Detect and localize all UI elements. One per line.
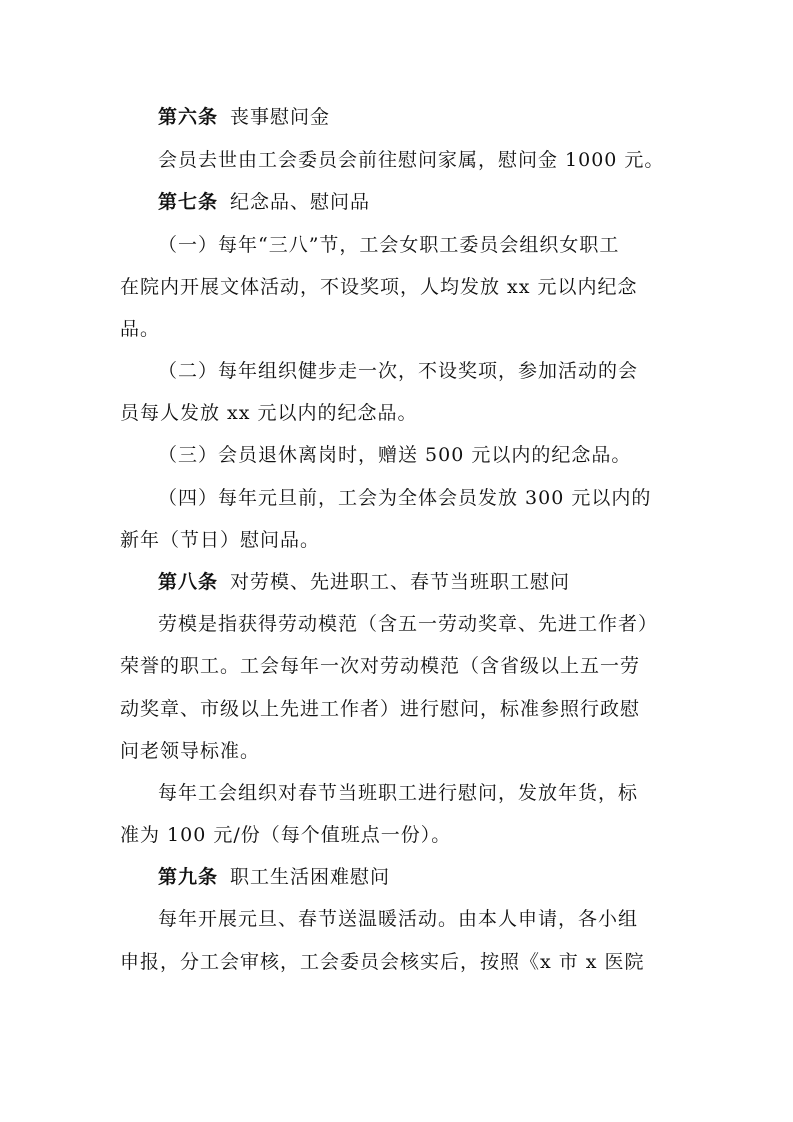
article-heading	[158, 569, 718, 595]
paragraph-line: 每年工会组织对春节当班职工进行慰问，发放年货，标	[158, 782, 639, 804]
article-title: 对劳模、先进职工、春节当班职工慰问	[230, 571, 571, 593]
paragraph-line: 每年开展元旦、春节送温暖活动。由本人申请，各小组	[158, 908, 639, 930]
paragraph-line: 品。	[120, 318, 161, 340]
paragraph-line: （二）每年组织健步走一次，不设奖项，参加活动的会	[158, 360, 639, 382]
paragraph-line: 劳模是指获得劳动模范（含五一劳动奖章、先进工作者）	[158, 613, 659, 635]
article-title: 丧事慰问金	[230, 106, 331, 128]
article-number: 第七条	[158, 191, 219, 213]
article-number: 第八条	[158, 571, 219, 593]
article-title: 职工生活困难慰问	[230, 866, 391, 888]
article-number: 第九条	[158, 866, 219, 888]
paragraph-line: 动奖章、市级以上先进工作者）进行慰问，标准参照行政慰	[120, 698, 641, 720]
paragraph-line: 申报，分工会审核，工会委员会核实后，按照《x 市 x 医院	[120, 951, 645, 973]
paragraph-line: 问老领导标准。	[120, 740, 261, 762]
article-heading	[158, 104, 718, 130]
paragraph-line: 荣誉的职工。工会每年一次对劳动模范（含省级以上五一劳	[120, 655, 641, 677]
article-number: 第六条	[158, 106, 219, 128]
paragraph-line: 会员去世由工会委员会前往慰问家属，慰问金 1000 元。	[158, 149, 665, 171]
paragraph-line: 员每人发放 xx 元以内的纪念品。	[120, 402, 418, 424]
paragraph-line: 在院内开展文体活动，不设奖项，人均发放 xx 元以内纪念	[120, 276, 638, 298]
paragraph-line: （一）每年“三八”节，工会女职工委员会组织女职工	[158, 234, 620, 256]
article-heading	[158, 189, 718, 215]
paragraph-line: （三）会员退休离岗时，赠送 500 元以内的纪念品。	[158, 444, 632, 466]
paragraph-line: （四）每年元旦前，工会为全体会员发放 300 元以内的	[158, 487, 652, 509]
paragraph-line: 准为 100 元/份（每个值班点一份）。	[120, 824, 452, 846]
paragraph-line: 新年（节日）慰问品。	[120, 529, 321, 551]
article-heading	[158, 864, 718, 890]
article-title: 纪念品、慰问品	[230, 191, 371, 213]
